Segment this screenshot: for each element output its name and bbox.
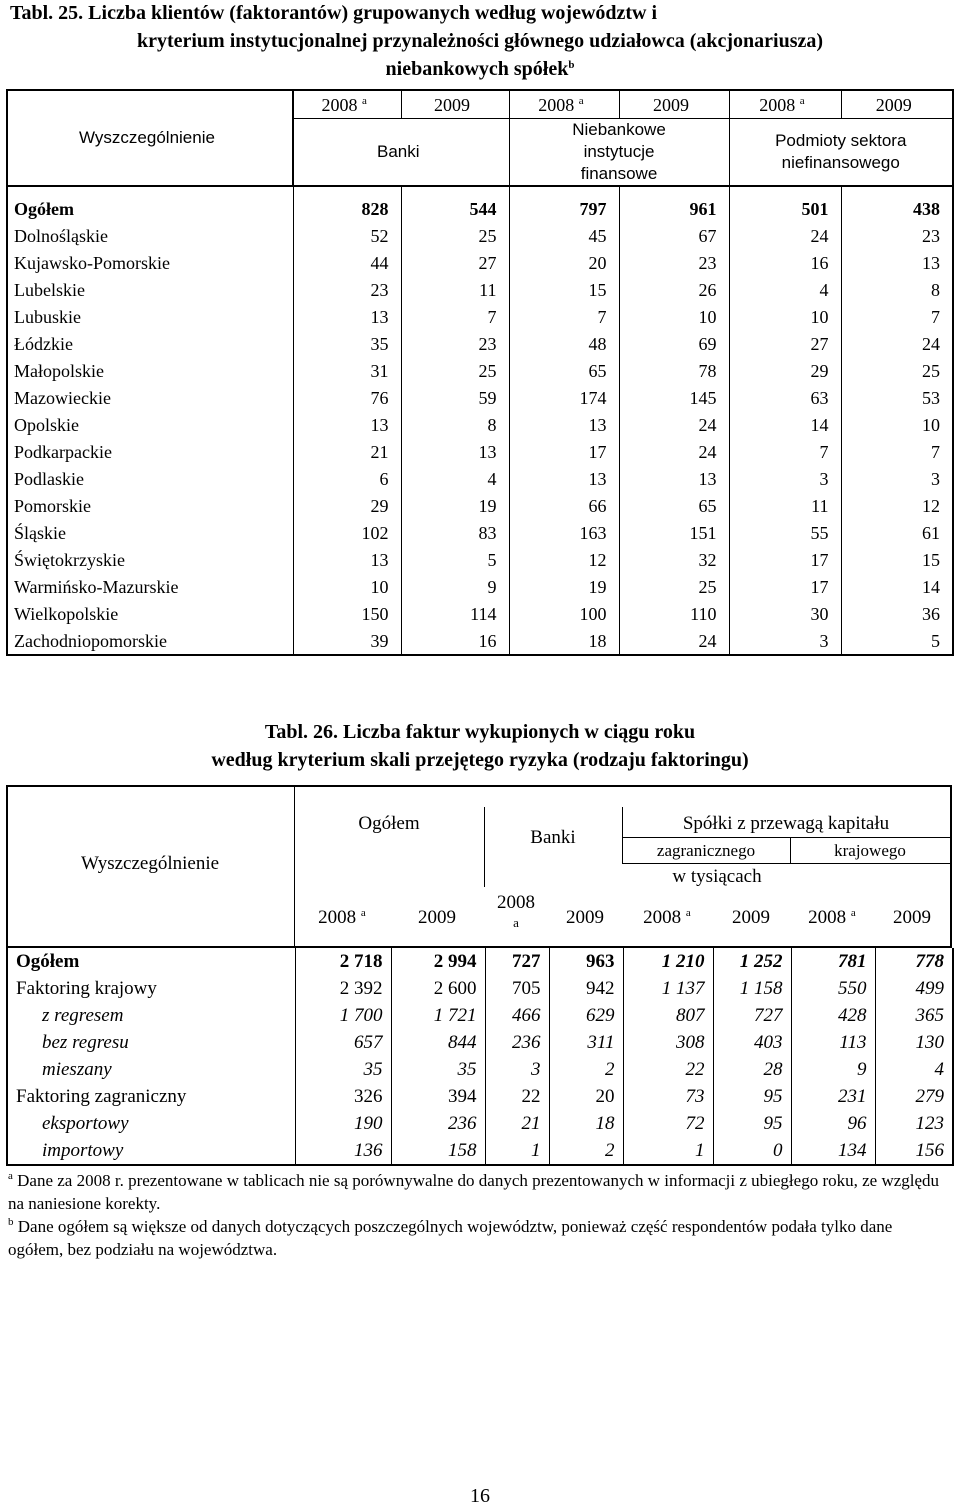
table-row <box>7 276 953 303</box>
row-label: Faktoring zagraniczny <box>7 1083 295 1110</box>
table-26-row-label-header: Wyszczególnienie <box>80 853 220 874</box>
row-label: mieszany <box>7 1056 295 1083</box>
year-header: 2009 <box>841 90 953 119</box>
table-cell: 113 <box>791 1029 875 1056</box>
table-cell: 123 <box>875 1110 953 1137</box>
banki-header: Banki <box>530 827 576 848</box>
table-cell: 25 <box>401 357 509 384</box>
footnote-a <box>8 1169 948 1215</box>
table-cell: 236 <box>391 1110 485 1137</box>
table-cell: 95 <box>713 1083 791 1110</box>
table-cell: 7 <box>841 303 953 330</box>
table-row <box>7 975 953 1002</box>
table-cell: 21 <box>485 1110 549 1137</box>
table-cell: 501 <box>729 186 841 222</box>
krajowego-header: krajowego <box>834 841 906 860</box>
table-cell: 29 <box>729 357 841 384</box>
table-cell: 190 <box>295 1110 391 1137</box>
table-cell: 279 <box>875 1083 953 1110</box>
table-26-body <box>6 948 954 1166</box>
table-cell: 39 <box>293 627 401 655</box>
table-cell: 499 <box>875 975 953 1002</box>
table-cell: 29 <box>293 492 401 519</box>
table-cell: 13 <box>509 465 619 492</box>
footnote-a-text: Dane za 2008 r. prezentowane w tablicach nie są porównywalne do danych prezentowanych w informacji z ubiegłego roku, ze względu na naniesione korekty. <box>8 1171 940 1213</box>
table-row <box>7 573 953 600</box>
table-cell: 28 <box>713 1056 791 1083</box>
page-number: 16 <box>470 1485 490 1507</box>
table-cell: 5 <box>841 627 953 655</box>
table-cell: 30 <box>729 600 841 627</box>
table-row <box>7 600 953 627</box>
table-row <box>7 627 953 655</box>
table-cell: 1 137 <box>623 975 713 1002</box>
table-cell: 1 721 <box>391 1002 485 1029</box>
table-cell: 36 <box>841 600 953 627</box>
year-header: 2009 <box>401 90 509 119</box>
table-row <box>7 948 953 975</box>
table-cell: 1 252 <box>713 948 791 975</box>
table-cell: 9 <box>401 573 509 600</box>
table-cell: 24 <box>619 438 729 465</box>
table-cell: 66 <box>509 492 619 519</box>
table-cell: 438 <box>841 186 953 222</box>
row-label: Podlaskie <box>7 465 293 492</box>
table-cell: 1 <box>623 1137 713 1165</box>
header-divider <box>622 863 950 864</box>
table-row <box>7 303 953 330</box>
table-cell: 727 <box>485 948 549 975</box>
table-cell: 145 <box>619 384 729 411</box>
table-26-title-line2: według kryterium skali przejętego ryzyka (rodzaju faktoringu) <box>211 749 749 771</box>
table-cell: 174 <box>509 384 619 411</box>
table-cell: 24 <box>619 627 729 655</box>
table-cell: 16 <box>729 249 841 276</box>
table-cell: 544 <box>401 186 509 222</box>
table-cell: 705 <box>485 975 549 1002</box>
table-cell: 35 <box>295 1056 391 1083</box>
year-header: 2008 $^a$ <box>808 907 856 928</box>
table-cell: 24 <box>619 411 729 438</box>
table-cell: 326 <box>295 1083 391 1110</box>
table-cell: 13 <box>841 249 953 276</box>
table-cell: 657 <box>295 1029 391 1056</box>
row-label: z regresem <box>7 1002 295 1029</box>
table-cell: 48 <box>509 330 619 357</box>
table-cell: 466 <box>485 1002 549 1029</box>
table-cell: 35 <box>293 330 401 357</box>
table-cell: 27 <box>401 249 509 276</box>
table-cell: 961 <box>619 186 729 222</box>
row-label: Pomorskie <box>7 492 293 519</box>
table-cell: 12 <box>509 546 619 573</box>
table-cell: 13 <box>293 303 401 330</box>
table-cell: 20 <box>509 249 619 276</box>
table-cell: 31 <box>293 357 401 384</box>
table-cell: 9 <box>791 1056 875 1083</box>
table-cell: 45 <box>509 222 619 249</box>
table-cell: 1 700 <box>295 1002 391 1029</box>
year-header: 2009 <box>566 907 604 928</box>
table-cell: 963 <box>549 948 623 975</box>
group-header-banki: Banki <box>293 119 509 187</box>
table-cell: 65 <box>509 357 619 384</box>
group-header-niebankowe: Niebankowe instytucje finansowe <box>509 119 729 187</box>
row-label: Mazowieckie <box>7 384 293 411</box>
table-cell: 52 <box>293 222 401 249</box>
table-row <box>7 1002 953 1029</box>
table-cell: 96 <box>791 1110 875 1137</box>
table-cell: 150 <box>293 600 401 627</box>
year-header: 2008 $^a$ <box>293 90 401 119</box>
row-label: Lubelskie <box>7 276 293 303</box>
table-cell: 26 <box>619 276 729 303</box>
table-cell: 807 <box>623 1002 713 1029</box>
table-cell: 12 <box>841 492 953 519</box>
year-header: 2008 $^a$ <box>643 907 691 928</box>
table-cell: 18 <box>509 627 619 655</box>
table-25-body <box>7 186 953 655</box>
table-cell: 10 <box>729 303 841 330</box>
table-cell: 163 <box>509 519 619 546</box>
table-cell: 18 <box>549 1110 623 1137</box>
table-cell: 8 <box>401 411 509 438</box>
table-cell: 2 994 <box>391 948 485 975</box>
row-label: Podkarpackie <box>7 438 293 465</box>
table-row <box>7 186 953 222</box>
table-cell: 21 <box>293 438 401 465</box>
table-cell: 78 <box>619 357 729 384</box>
table-cell: 3 <box>485 1056 549 1083</box>
row-label: Opolskie <box>7 411 293 438</box>
table-cell: 22 <box>623 1056 713 1083</box>
table-cell: 7 <box>401 303 509 330</box>
table-25-title-line3-text: niebankowych spółek <box>385 58 569 80</box>
table-row <box>7 492 953 519</box>
table-row <box>7 222 953 249</box>
table-row <box>7 1029 953 1056</box>
table-cell: 2 392 <box>295 975 391 1002</box>
table-cell: 4 <box>875 1056 953 1083</box>
table-cell: 32 <box>619 546 729 573</box>
table-cell: 778 <box>875 948 953 975</box>
table-cell: 2 <box>549 1056 623 1083</box>
header-divider <box>622 837 950 838</box>
table-cell: 14 <box>841 573 953 600</box>
row-label: Śląskie <box>7 519 293 546</box>
footnote-marker: b <box>8 1216 14 1228</box>
table-25-row-label-header: Wyszczególnienie <box>7 90 293 186</box>
table-25-title-line2: kryterium instytucjonalnej przynależności głównego udziałowca (akcjonariusza) <box>136 30 824 52</box>
table-cell: 10 <box>619 303 729 330</box>
table-row <box>7 519 953 546</box>
table-cell: 76 <box>293 384 401 411</box>
table-cell: 65 <box>619 492 729 519</box>
table-cell: 22 <box>485 1083 549 1110</box>
table-cell: 4 <box>401 465 509 492</box>
table-cell: 19 <box>401 492 509 519</box>
table-cell: 781 <box>791 948 875 975</box>
table-cell: 23 <box>841 222 953 249</box>
table-cell: 13 <box>401 438 509 465</box>
table-cell: 17 <box>729 546 841 573</box>
table-25-title-line1: Tabl. 25. Liczba klientów (faktorantów) grupowanych według województw i <box>10 2 658 24</box>
table-cell: 844 <box>391 1029 485 1056</box>
table-26 <box>6 785 952 1168</box>
table-cell: 23 <box>619 249 729 276</box>
table-cell: 67 <box>619 222 729 249</box>
table-cell: 24 <box>729 222 841 249</box>
row-label: Łódzkie <box>7 330 293 357</box>
table-cell: 5 <box>401 546 509 573</box>
table-cell: 308 <box>623 1029 713 1056</box>
year-header: 2009 <box>732 907 770 928</box>
table-cell: 15 <box>509 276 619 303</box>
table-cell: 102 <box>293 519 401 546</box>
table-cell: 231 <box>791 1083 875 1110</box>
table-cell: 550 <box>791 975 875 1002</box>
row-label: Ogółem <box>7 948 295 975</box>
row-label: Wielkopolskie <box>7 600 293 627</box>
table-cell: 311 <box>549 1029 623 1056</box>
table-cell: 83 <box>401 519 509 546</box>
table-cell: 2 <box>549 1137 623 1165</box>
table-cell: 23 <box>401 330 509 357</box>
table-cell: 24 <box>841 330 953 357</box>
table-cell: 95 <box>713 1110 791 1137</box>
table-cell: 11 <box>729 492 841 519</box>
year-header: 2008 $^a$ <box>729 90 841 119</box>
table-cell: 61 <box>841 519 953 546</box>
table-cell: 828 <box>293 186 401 222</box>
table-cell: 100 <box>509 600 619 627</box>
table-cell: 156 <box>875 1137 953 1165</box>
table-25 <box>6 89 954 656</box>
row-label: eksportowy <box>7 1110 295 1137</box>
table-cell: 2 718 <box>295 948 391 975</box>
table-cell: 27 <box>729 330 841 357</box>
year-header: 2008 $^a$ <box>509 90 619 119</box>
table-cell: 13 <box>619 465 729 492</box>
table-cell: 7 <box>509 303 619 330</box>
table-cell: 365 <box>875 1002 953 1029</box>
table-cell: 130 <box>875 1029 953 1056</box>
table-cell: 0 <box>713 1137 791 1165</box>
row-label: Warmińsko-Mazurskie <box>7 573 293 600</box>
footnote-marker: a <box>8 1170 13 1182</box>
table-cell: 72 <box>623 1110 713 1137</box>
table-cell: 158 <box>391 1137 485 1165</box>
year-header: 2009 <box>418 907 456 928</box>
table-cell: 3 <box>841 465 953 492</box>
table-row <box>7 1056 953 1083</box>
table-cell: 23 <box>293 276 401 303</box>
table-cell: 629 <box>549 1002 623 1029</box>
table-cell: 13 <box>509 411 619 438</box>
table-cell: 394 <box>391 1083 485 1110</box>
table-cell: 17 <box>729 573 841 600</box>
table-cell: 25 <box>401 222 509 249</box>
unit-header: w tysiącach <box>672 866 762 887</box>
row-label: Faktoring krajowy <box>7 975 295 1002</box>
table-cell: 3 <box>729 627 841 655</box>
table-26-title-line1: Tabl. 26. Liczba faktur wykupionych w ciągu roku <box>264 721 696 743</box>
table-cell: 16 <box>401 627 509 655</box>
table-cell: 59 <box>401 384 509 411</box>
table-cell: 403 <box>713 1029 791 1056</box>
table-cell: 7 <box>729 438 841 465</box>
footnote-b <box>8 1215 948 1261</box>
table-cell: 428 <box>791 1002 875 1029</box>
table-cell: 6 <box>293 465 401 492</box>
table-cell: 236 <box>485 1029 549 1056</box>
zagranicznego-header: zagranicznego <box>656 841 756 860</box>
group-header-podmioty: Podmioty sektora niefinansowego <box>729 119 953 187</box>
table-cell: 13 <box>293 411 401 438</box>
row-label: Kujawsko-Pomorskie <box>7 249 293 276</box>
table-cell: 134 <box>791 1137 875 1165</box>
table-cell: 727 <box>713 1002 791 1029</box>
table-cell: 151 <box>619 519 729 546</box>
table-cell: 1 210 <box>623 948 713 975</box>
table-row <box>7 1137 953 1165</box>
table-cell: 13 <box>293 546 401 573</box>
table-cell: 17 <box>509 438 619 465</box>
table-row <box>7 438 953 465</box>
table-cell: 114 <box>401 600 509 627</box>
table-cell: 797 <box>509 186 619 222</box>
row-label: importowy <box>7 1137 295 1165</box>
table-cell: 136 <box>295 1137 391 1165</box>
table-cell: 110 <box>619 600 729 627</box>
table-cell: 11 <box>401 276 509 303</box>
table-row <box>7 1083 953 1110</box>
table-cell: 2 600 <box>391 975 485 1002</box>
table-cell: 35 <box>391 1056 485 1083</box>
table-cell: 55 <box>729 519 841 546</box>
table-cell: 25 <box>841 357 953 384</box>
table-row <box>7 465 953 492</box>
table-row <box>7 249 953 276</box>
spolki-header: Spółki z przewagą kapitału <box>682 813 890 834</box>
table-25-title-line3 <box>0 56 960 82</box>
table-cell: 3 <box>729 465 841 492</box>
table-row <box>7 1110 953 1137</box>
table-cell: 20 <box>549 1083 623 1110</box>
row-label: Dolnośląskie <box>7 222 293 249</box>
table-cell: 69 <box>619 330 729 357</box>
year-header: 2009 <box>619 90 729 119</box>
year-header: 2009 <box>893 907 931 928</box>
row-label: Lubuskie <box>7 303 293 330</box>
table-cell: 73 <box>623 1083 713 1110</box>
table-cell: 10 <box>841 411 953 438</box>
table-cell: 1 <box>485 1137 549 1165</box>
table-cell: 7 <box>841 438 953 465</box>
table-row <box>7 357 953 384</box>
table-cell: 4 <box>729 276 841 303</box>
table-cell: 10 <box>293 573 401 600</box>
table-cell: 44 <box>293 249 401 276</box>
table-cell: 63 <box>729 384 841 411</box>
year-header: 2008 $^a$ <box>318 907 366 928</box>
year-header: 2008 a <box>497 892 535 930</box>
table-cell: 942 <box>549 975 623 1002</box>
table-row <box>7 546 953 573</box>
footnote-b-text: Dane ogółem są większe od danych dotyczących poszczególnych województw, ponieważ część respondentów podała tylko dane ogółem, bez podziału na województwa. <box>8 1217 893 1259</box>
table-cell: 8 <box>841 276 953 303</box>
row-label: Świętokrzyskie <box>7 546 293 573</box>
row-label: Zachodniopomorskie <box>7 627 293 655</box>
table-cell: 53 <box>841 384 953 411</box>
table-cell: 15 <box>841 546 953 573</box>
table-cell: 19 <box>509 573 619 600</box>
row-label: bez regresu <box>7 1029 295 1056</box>
row-label: Małopolskie <box>7 357 293 384</box>
table-row <box>7 411 953 438</box>
table-cell: 14 <box>729 411 841 438</box>
table-row <box>7 384 953 411</box>
table-cell: 1 158 <box>713 975 791 1002</box>
table-row <box>7 330 953 357</box>
table-cell: 25 <box>619 573 729 600</box>
row-label: Ogółem <box>7 186 293 222</box>
ogolem-header: Ogółem <box>358 813 420 834</box>
footnote-marker: b <box>568 59 575 71</box>
